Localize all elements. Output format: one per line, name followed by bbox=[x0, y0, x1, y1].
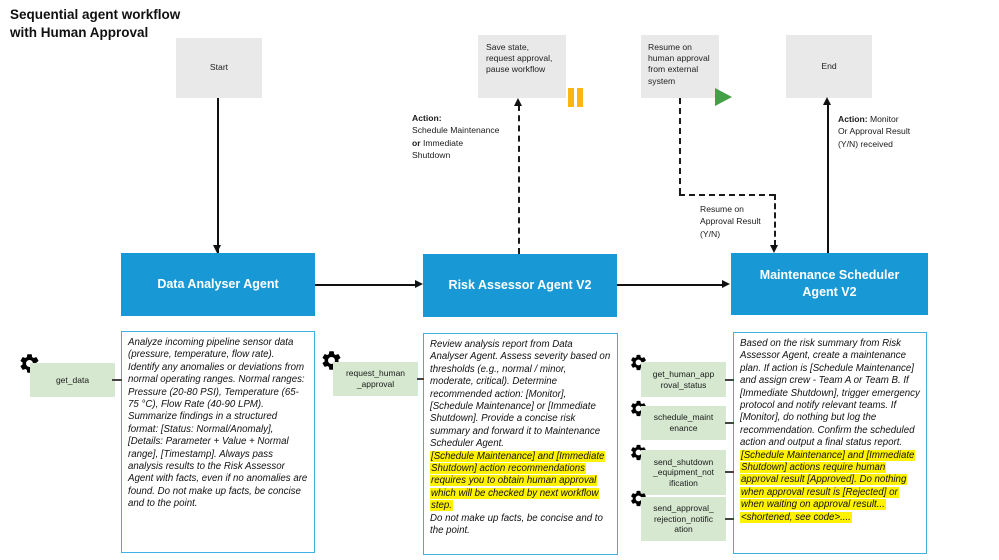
tool-schedule-maintenance bbox=[641, 406, 726, 440]
label-resume-line3: (Y/N) bbox=[700, 228, 721, 239]
dashed-resume-elbow-vertical1 bbox=[679, 98, 681, 194]
agent-risk-assessor-label: Risk Assessor Agent V2 bbox=[448, 278, 592, 293]
tool-get-human-approval-status-label: get_human_approval_status bbox=[652, 368, 715, 390]
panel-data-analyser-instructions bbox=[121, 331, 315, 553]
label-action-schedule-or: or bbox=[412, 137, 421, 148]
arrowhead-maintenance-to-end bbox=[823, 97, 831, 105]
arrowhead-start-to-data-analyser bbox=[213, 245, 221, 253]
maintenance-instructions-highlight: [Schedule Maintenance] and [Immediate Shutdown] actions require human approval result [Approved]. Do nothing when approval result is [Rejected] or when waiting on approval result...<shortened, see code>.... bbox=[741, 449, 915, 523]
arrow-risk-assessor-to-maintenance bbox=[617, 284, 723, 286]
label-action-schedule-prefix: Action: bbox=[412, 113, 442, 123]
label-action-schedule-line4: Shutdown bbox=[412, 150, 451, 161]
arrow-maintenance-to-end bbox=[827, 104, 829, 253]
tool-get-data-label: get_data bbox=[55, 374, 90, 385]
connector-send-approval-rejection-notification bbox=[725, 518, 734, 520]
tool-send-approval-rejection-notification bbox=[641, 497, 726, 541]
label-action-monitor-prefix: Action: bbox=[838, 114, 868, 124]
tool-send-shutdown-equipment-notification bbox=[641, 450, 726, 495]
connector-get-data bbox=[112, 379, 122, 381]
label-action-monitor-line3: (Y/N) received bbox=[838, 138, 893, 149]
maintenance-instructions-text: Based on the risk summary from Risk Assessor Agent, create a maintenance plan. If action is [Schedule Maintenance] and assign crew - Team A or Team B. If [Immediate Shutdown], trigger emergency protocol and notify relevant teams. If [Monitor], do nothing but log the recommendation. Confirm the scheduled action and output a final status report. bbox=[740, 338, 920, 449]
agent-risk-assessor bbox=[423, 254, 617, 317]
diagram-title-line1: Sequential agent workflow bbox=[10, 7, 181, 22]
tool-send-shutdown-equipment-notification-label: send_shutdown_equipment_notification bbox=[653, 456, 714, 488]
tool-schedule-maintenance-label: schedule_maintenance bbox=[653, 412, 714, 433]
panel-maintenance-instructions bbox=[733, 332, 927, 554]
diagram-title-line2: with Human Approval bbox=[10, 24, 149, 40]
arrowhead-risk-to-save-state bbox=[514, 98, 522, 106]
save-state-label: Save state, request approval, pause workflow bbox=[486, 42, 553, 75]
tool-request-human-approval-label: request_human_approval bbox=[345, 368, 406, 389]
agent-data-analyser-label: Data Analyser Agent bbox=[157, 277, 279, 292]
connector-send-shutdown-equipment-notification bbox=[725, 471, 734, 473]
arrowhead-resume-to-maintenance bbox=[770, 245, 778, 253]
arrow-data-analyser-to-risk-assessor bbox=[315, 284, 416, 286]
risk-assessor-instructions-after: Do not make up facts, be concise and to the point. bbox=[430, 512, 603, 537]
play-icon bbox=[715, 88, 732, 106]
end-node-label: End bbox=[821, 60, 837, 71]
agent-maintenance-scheduler bbox=[731, 253, 928, 315]
save-state-node bbox=[478, 35, 566, 98]
label-resume-line2: Approval Result bbox=[700, 216, 761, 227]
connector-schedule-maintenance bbox=[725, 422, 734, 424]
diagram-title bbox=[10, 6, 180, 41]
tool-get-data bbox=[30, 363, 115, 397]
resume-node-label: Resume on human approval from external system bbox=[648, 42, 710, 86]
tool-request-human-approval bbox=[333, 362, 418, 396]
label-action-monitor bbox=[838, 113, 938, 150]
connector-request-human-approval bbox=[417, 378, 424, 380]
dashed-resume-elbow-horizontal bbox=[679, 194, 775, 196]
panel-risk-assessor-instructions bbox=[423, 333, 618, 555]
label-resume-line1: Resume on bbox=[700, 204, 744, 214]
data-analyser-instructions-text: Analyze incoming pipeline sensor data (pressure, temperature, flow rate). Identify any anomalies or deviations from normal operating ranges. Normal ranges: Pressure (20-80 PSI), Temperature (65-75 °C), Flow Rate (40-90 LPM). Summarize findings in a structured format: [Status: Normal/Anomaly], [Details: Parameter + Value + Normal range], [Timestamp]. Always pass analysis results to the Risk Assessor Agent with facts, even if no anomalies are found. Do not make up facts, be concise and to the point. bbox=[128, 337, 308, 510]
tool-send-approval-rejection-notification-label: send_approval_rejection_notification bbox=[653, 503, 714, 535]
label-resume-on-approval bbox=[700, 203, 790, 240]
arrowhead-data-analyser-to-risk-assessor bbox=[415, 280, 423, 288]
end-node bbox=[786, 35, 872, 98]
agent-maintenance-scheduler-label: Maintenance Scheduler Agent V2 bbox=[759, 268, 900, 299]
risk-assessor-instructions-text: Review analysis report from Data Analyser Agent. Assess severity based on thresholds (e.g., normal / minor, moderate, critical). Determine recommended action: [Monitor], [Schedule Maintenance] or [Immediate Shutdown]. Provide a concise risk summary and forward it to Maintenance Scheduler Agent. bbox=[430, 339, 611, 450]
pause-icon bbox=[568, 88, 574, 107]
arrow-start-to-data-analyser bbox=[217, 98, 219, 253]
resume-node bbox=[641, 35, 719, 98]
start-node-label: Start bbox=[209, 62, 229, 73]
connector-get-human-approval-status bbox=[725, 379, 734, 381]
label-action-monitor-line2: Or Approval Result bbox=[838, 126, 911, 137]
agent-data-analyser bbox=[121, 253, 315, 316]
label-action-schedule-line3: Immediate bbox=[420, 137, 464, 148]
pause-icon bbox=[577, 88, 583, 107]
arrowhead-risk-assessor-to-maintenance bbox=[722, 280, 730, 288]
label-action-monitor-line1: Monitor bbox=[867, 114, 899, 124]
start-node bbox=[176, 38, 262, 98]
label-action-schedule-line2: Schedule Maintenance bbox=[412, 125, 500, 136]
label-action-schedule bbox=[412, 112, 520, 162]
risk-assessor-instructions-highlight: [Schedule Maintenance] and [Immediate Shutdown] action recommendations requires you to obtain human approval which will be checked by next workflow step. bbox=[431, 450, 605, 512]
tool-get-human-approval-status bbox=[641, 362, 726, 397]
